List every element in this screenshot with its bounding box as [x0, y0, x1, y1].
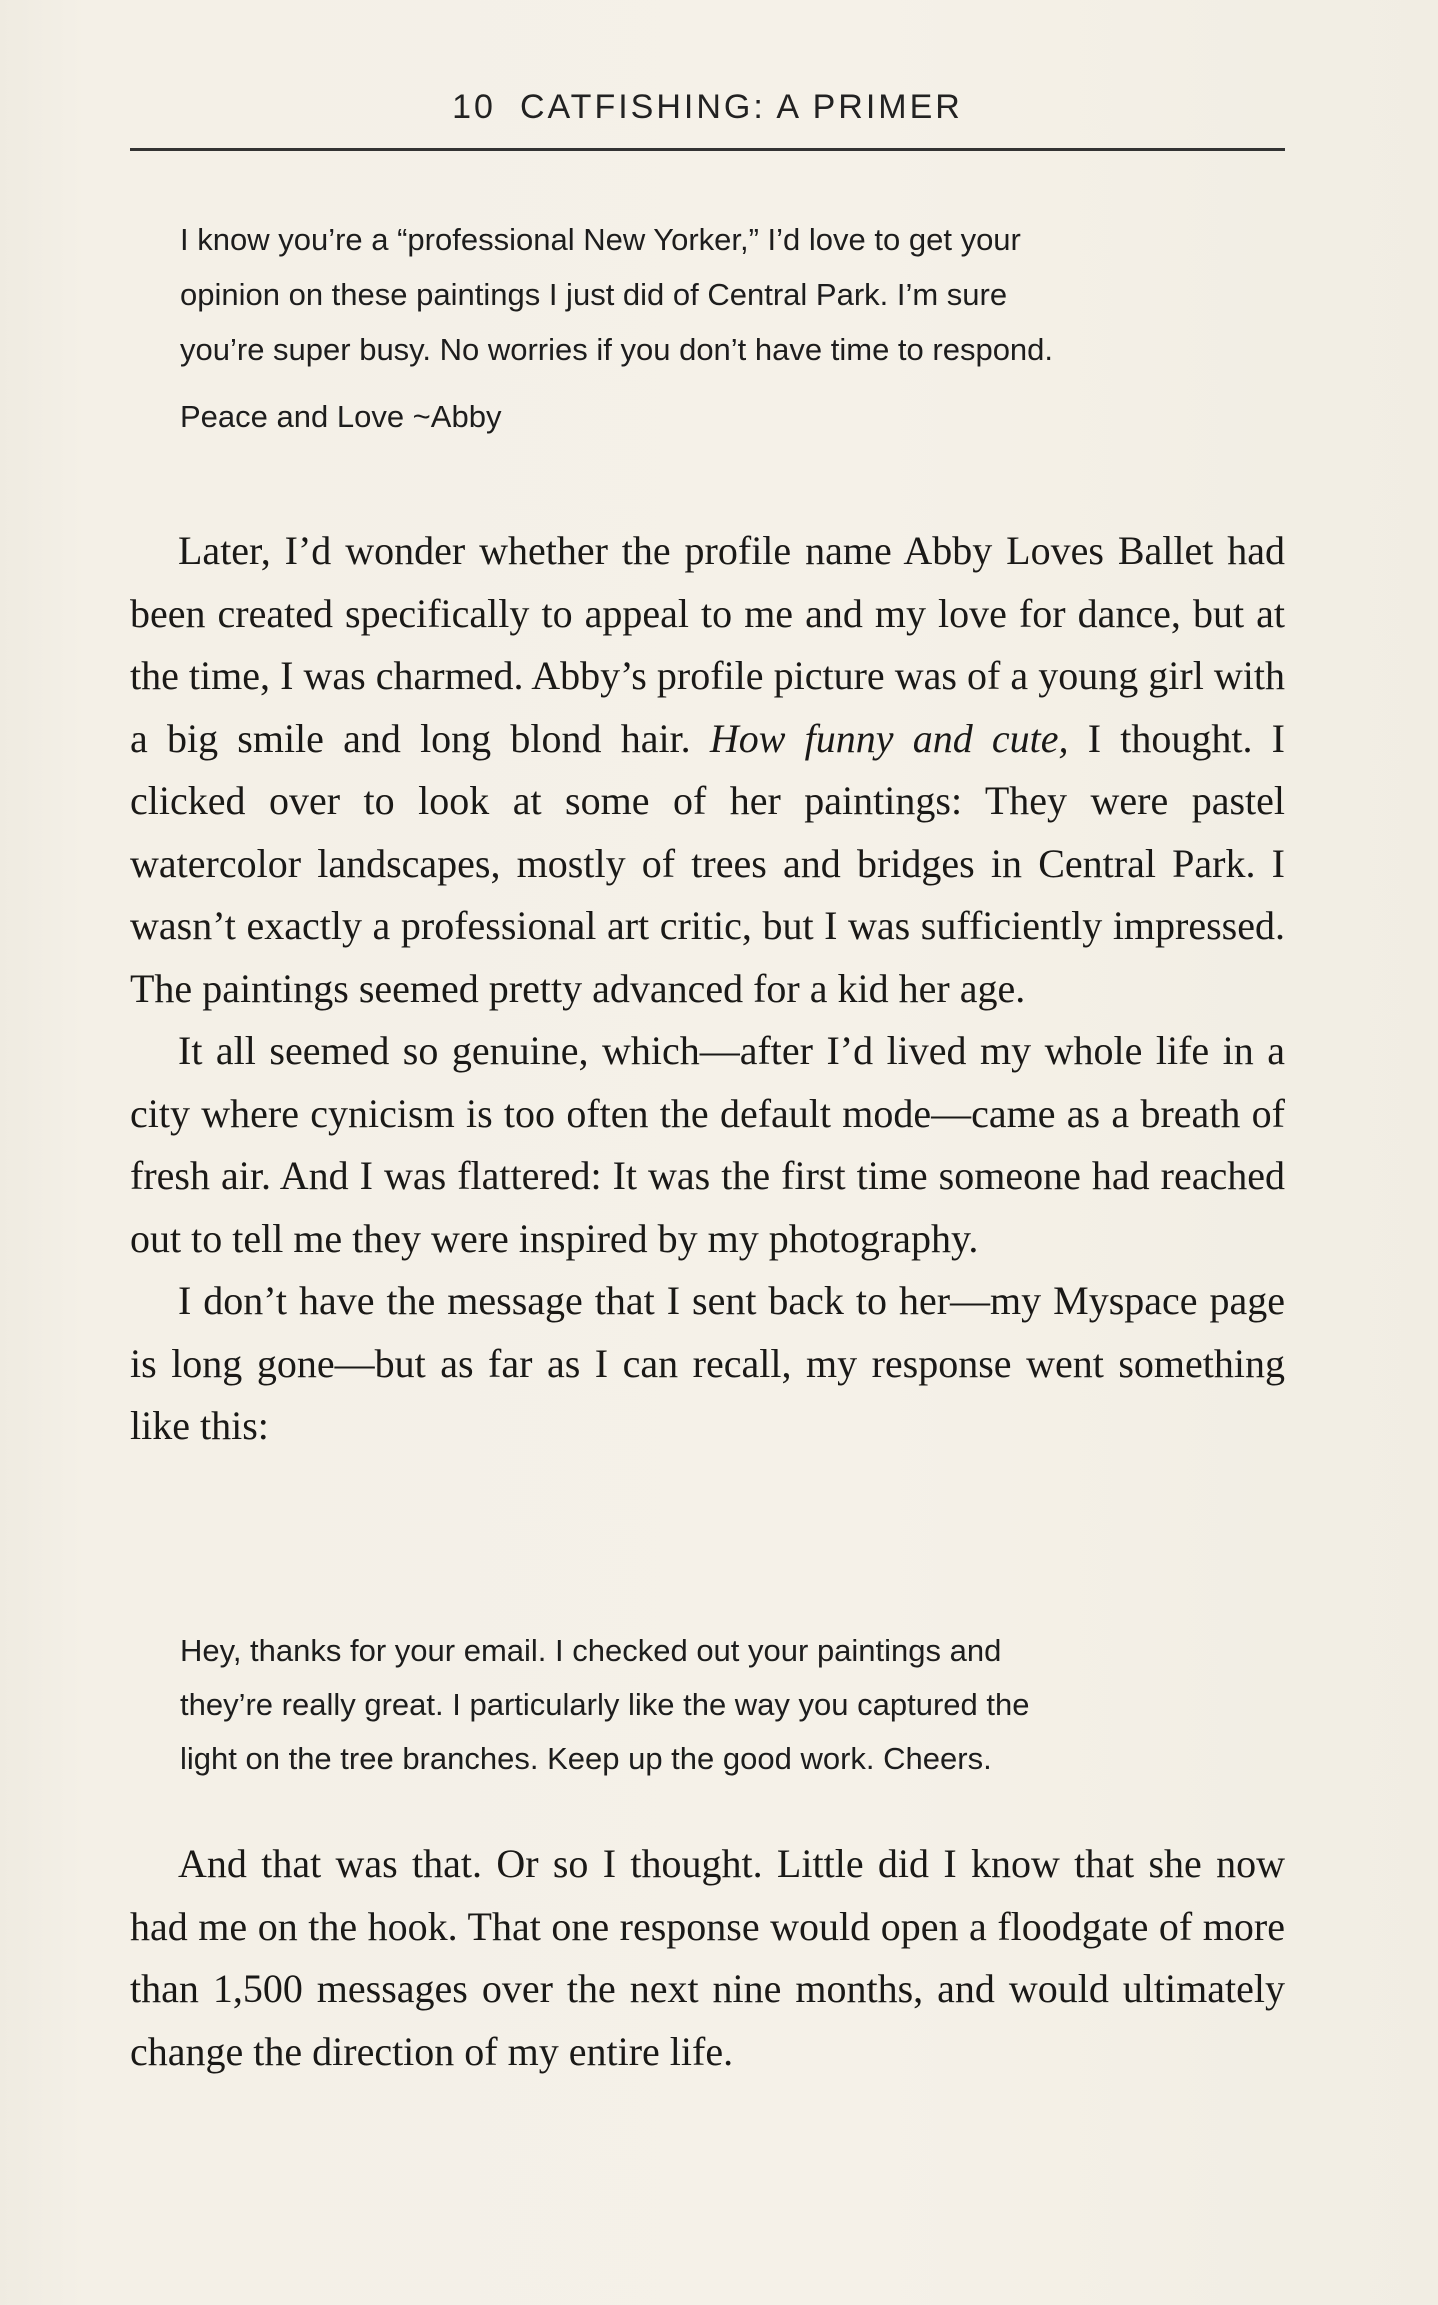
paragraph	[130, 520, 1285, 1020]
paragraph-text: I thought. I clicked over to look at some of her paintings: They were pastel watercolor landscapes, mostly of trees and bridges in Central Park. I wasn’t exactly a professional art critic, but I was sufficiently impressed. The paintings seemed pretty advanced for a kid her age.	[130, 715, 1285, 1011]
paragraph: It all seemed so genuine, which—after I’d lived my whole life in a city where cynicism is too often the default mode—came as a breath of fresh air. And I was flattered: It was the first time someone had reached out to tell me they were inspired by my photography.	[130, 1028, 1285, 1261]
message-line: you’re super busy. No worries if you don’t have time to respond.	[180, 332, 1054, 367]
running-header	[130, 88, 1285, 127]
message-line: Hey, thanks for your email. I checked out your paintings and	[180, 1633, 1002, 1668]
body-text-section-2	[130, 1833, 1285, 2083]
message-signoff: Peace and Love ~Abby	[180, 399, 502, 434]
page-number: 10	[452, 88, 496, 126]
paragraph: I don’t have the message that I sent back to her—my Myspace page is long gone—but as far as I can recall, my response went something like this:	[130, 1278, 1285, 1448]
message-line: light on the tree branches. Keep up the good work. Cheers.	[180, 1741, 992, 1776]
message-line: opinion on these paintings I just did of Central Park. I’m sure	[180, 277, 1008, 312]
italic-thought: How funny and cute,	[709, 715, 1069, 761]
quoted-message-reply	[180, 1624, 1250, 1786]
quoted-message-abby	[180, 212, 1240, 444]
paragraph-text: Later, I’d wonder whether the profile name Abby Loves Ballet had been created specifically to appeal to me and my love for dance, but at the time, I was charmed. Abby’s profile picture was of a young girl with a big smile and long blond hair.	[130, 528, 1285, 761]
header-rule	[130, 148, 1285, 151]
message-line: they’re really great. I particularly like the way you captured the	[180, 1687, 1030, 1722]
body-text-section-1	[130, 520, 1285, 1458]
chapter-title: CATFISHING: A PRIMER	[519, 88, 963, 126]
paragraph: And that was that. Or so I thought. Little did I know that she now had me on the hook. That one response would open a floodgate of more than 1,500 messages over the next nine months, and would ultimately change the direction of my entire life.	[130, 1841, 1285, 2074]
message-line: I know you’re a “professional New Yorker,” I’d love to get your	[180, 222, 1021, 257]
